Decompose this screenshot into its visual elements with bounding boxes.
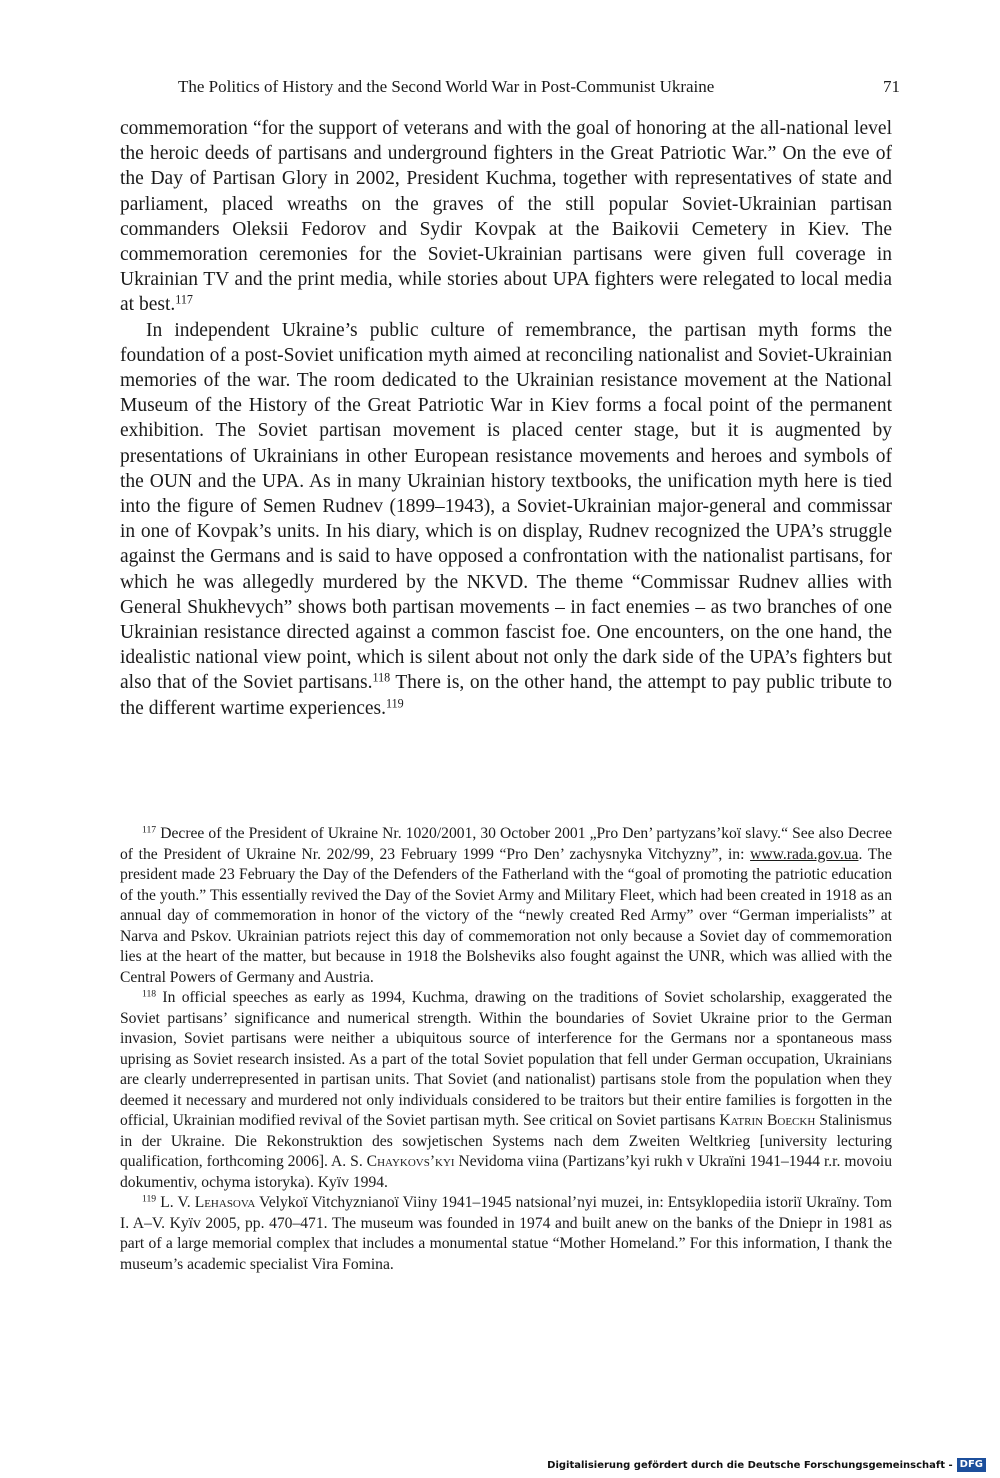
footnote-text: Stalinismus in der Ukraine. Die Rekonstruktion des sowjetischen Systems nach dem Zweiten Weltkrieg [university lecturing qualification, forthcoming 2006]. A. S. (120, 1112, 892, 1170)
running-title: The Politics of History and the Second World War in Post-Communist Ukraine (178, 77, 715, 96)
paragraph-2 (120, 318, 892, 721)
paragraph-1 (120, 116, 892, 318)
footnote-ref-119: 119 (386, 696, 404, 711)
footnote-number: 118 (142, 988, 157, 1000)
footnote-number: 117 (142, 824, 157, 836)
footnote-119 (120, 1193, 892, 1275)
rada-link[interactable]: www.rada.gov.ua (750, 845, 859, 863)
page-number: 71 (883, 77, 900, 96)
footnote-number: 119 (142, 1193, 157, 1205)
footnote-text: Velykoï Vitchyznianoï Viiny 1941–1945 natsional’nyi muzei, in: Entsyklopediia istoriï Ukraïny. Tom I. A–V. Kyïv 2005, pp. 470–471. The museum was founded in 1974 and built anew on the banks of the Dniepr in 1981 as part of a large memorial complex that includes a monumental statue “Mother Homeland.” For this information, I thank the museum’s academic specialist Vira Fomina. (120, 1194, 892, 1273)
footnote-ref-117: 117 (175, 292, 193, 307)
footnote-text: In official speeches as early as 1994, Kuchma, drawing on the traditions of Soviet scholarship, exaggerated the Soviet partisans’ significance and numerical strength. Within the boundaries of Soviet Ukraine prior to the German invasion, Soviet partisans were neither a ubiquitous source of interference for the Germans nor a spontaneous mass uprising as Soviet research insisted. As a part of the total Soviet population that fell under German occupation, Ukrainians are clearly underrepresented in partisan units. That Soviet (and nationalist) partisans stole from the population when they deemed it necessary and murdered not only individuals considered to be traitors but their entire families is forgotten in the official, Ukrainian modified revival of the Soviet partisan myth. See critical on Soviet partisans (120, 989, 892, 1129)
footnote-text: . The president made 23 February the Day of the Defenders of the Fatherland with the “goal of promoting the patriotic education of the youth.” This essentially revived the Day of the Soviet Army and Military Fleet, which had been created in 1918 as an annual day of commemoration in honor of the victory of the “newly created Red Army” over “German imperialists” at Narva and Pskov. Ukrainian patriots reject this day of commemoration not only because a Soviet day of commemoration lies at the heart of the matter, but because in 1918 the Bolsheviks also fought against the UNR, which was allied with the Central Powers of Germany and Austria. (120, 845, 892, 986)
footnotes (120, 824, 892, 1275)
author-name: Lehasova (194, 1194, 256, 1211)
footnote-118 (120, 988, 892, 1193)
footnote-117 (120, 824, 892, 988)
footnote-ref-118: 118 (372, 670, 391, 685)
footnote-text: Decree of the President of Ukraine Nr. 1020/2001, 30 October 2001 „Pro Den’ partyzans’koï slavy.“ See also Decree of the President of Ukraine Nr. 202/99, 23 February 1999 “Pro Den’ zachysnyka Vitchyzny”, in: (120, 825, 892, 863)
author-name: Chaykovs’kyi (366, 1153, 455, 1170)
paragraph-2-text-b: There is, on the other hand, the attempt to pay public tribute to the different wartime experiences. (120, 672, 892, 719)
dfg-banner-text: Digitalisierung gefördert durch die Deutsche Forschungsgemeinschaft - (547, 1460, 953, 1471)
footnote-text: Nevidoma viina (Partizans’kyi rukh v Ukraïni 1941–1944 r.r. movoiu dokumentiv, ochyma istoryka). Kyïv 1994. (120, 1153, 892, 1191)
main-text (120, 116, 892, 721)
dfg-banner (547, 1458, 986, 1474)
footnote-text: L. V. (156, 1194, 195, 1211)
paragraph-2-text-a: In independent Ukraine’s public culture of remembrance, the partisan myth forms the foundation of a post-Soviet unification myth aimed at reconciling nationalist and Soviet-Ukrainian memories of the war. The room dedicated to the Ukrainian resistance movement at the National Museum of the History of the Great Patriotic War in Kiev forms a focal point of the permanent exhibition. The Soviet partisan movement is placed center stage, but it is augmented by presentations of Ukrainians in other European resistance movements and heroes and symbols of the OUN and the UPA. As in many Ukrainian history textbooks, the unification myth here is tied into the figure of Semen Rudnev (1899–1943), a Soviet-Ukrainian major-general and commissar in one of Kovpak’s units. In his diary, which is on display, Rudnev recognized the UPA’s struggle against the Germans and is said to have opposed a confrontation with the nationalist partisans, for which he was allegedly murdered by the NKVD. The theme “Commissar Rudnev allies with General Shukhevych” shows both partisan movements – in fact enemies – as two branches of one Ukrainian resistance directed against a common fascist foe. One encounters, on the one hand, the idealistic national view point, which is silent about not only the dark side of the UPA’s fighters but also that of the Soviet partisans. (120, 319, 892, 694)
dfg-logo-icon: DFG (957, 1458, 986, 1472)
page-header (120, 72, 900, 102)
paragraph-1-text: commemoration “for the support of veterans and with the goal of honoring at the all-national level the heroic deeds of partisans and underground fighters in the Great Patriotic War.” On the eve of the Day of Partisan Glory in 2002, President Kuchma, together with representatives of state and parliament, placed wreaths on the graves of the still popular Soviet-Ukrainian partisan commanders Oleksii Fedorov and Sydir Kovpak at the Baikovii Cemetery in Kiev. The commemoration ceremonies for the Soviet-Ukrainian partisans were given full coverage in Ukrainian TV and the print media, while stories about UPA fighters were relegated to local media at best. (120, 118, 892, 316)
author-name: Katrin Boeckh (719, 1112, 816, 1129)
